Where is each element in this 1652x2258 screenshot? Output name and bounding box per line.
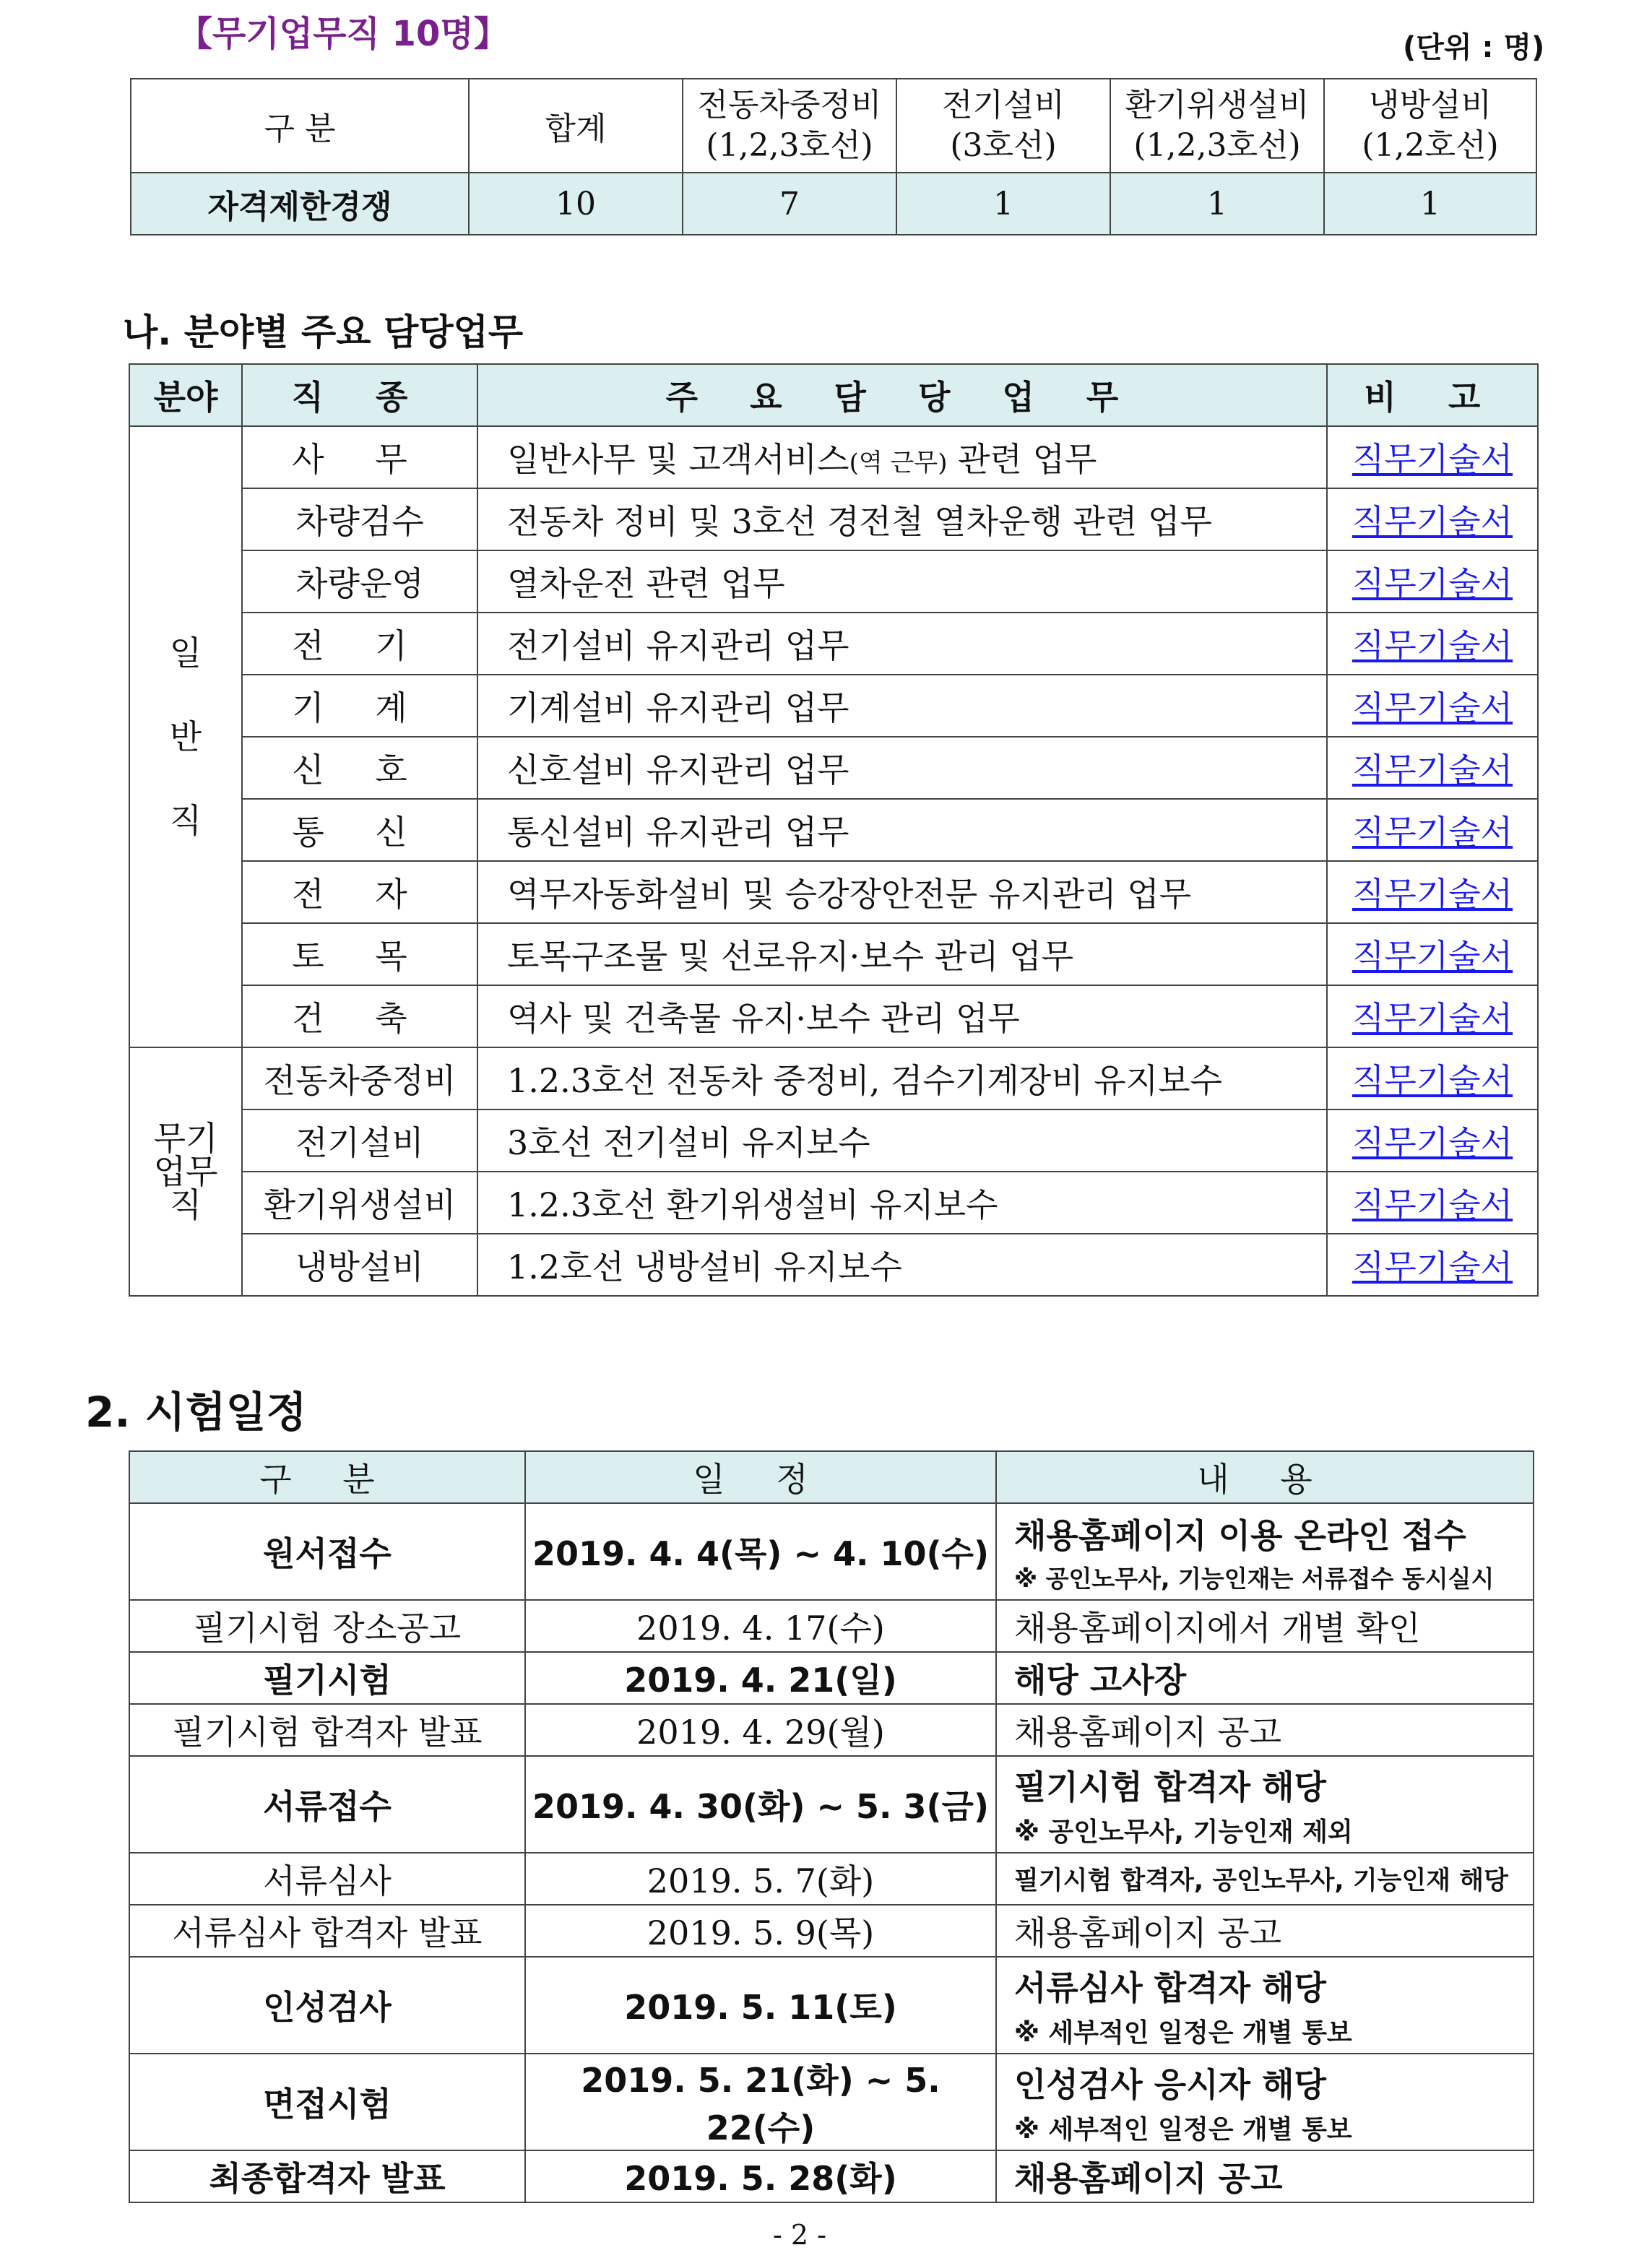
job-name: 차량운영: [242, 550, 477, 613]
schedule-table: [129, 1450, 1534, 2203]
schedule-content: [996, 1756, 1534, 1853]
unit-label: (단위 : 명): [1403, 31, 1545, 64]
cell-cooling: 1: [1324, 173, 1536, 235]
content-note: ※ 공인노무사, 기능인재 제외: [1014, 1817, 1353, 1847]
table-row: [129, 1503, 1534, 1600]
cell-ventilation: 1: [1110, 173, 1324, 235]
content-main: 채용홈페이지 이용 온라인 접수: [1014, 1515, 1466, 1555]
schedule-item: 서류접수: [129, 1756, 525, 1853]
remark-cell: [1327, 613, 1538, 675]
remark-cell: [1327, 1234, 1538, 1296]
duty-desc: 3호선 전기설비 유지보수: [477, 1109, 1327, 1172]
duty-desc: 1.2호선 냉방설비 유지보수: [477, 1234, 1327, 1296]
header-category: 구 분: [131, 79, 469, 173]
table-row: [129, 550, 1538, 613]
schedule-date: 2019. 5. 11(토): [525, 1957, 996, 2054]
job-description-link[interactable]: 직무기술서: [1352, 999, 1513, 1038]
duty-main: 일반사무 및 고객서비스: [507, 440, 849, 479]
header-emu-maintenance: 전동차중정비 (1,2,3호선): [683, 79, 896, 173]
table-row: [129, 2054, 1534, 2150]
schedule-content: 채용홈페이지 공고: [996, 2150, 1534, 2202]
duty-desc: 통신설비 유지관리 업무: [477, 799, 1327, 861]
table-row: [129, 1172, 1538, 1234]
schedule-date: 2019. 4. 17(수): [525, 1600, 996, 1652]
job-name: 전 자: [242, 861, 477, 923]
remark-cell: [1327, 861, 1538, 923]
duty-desc: 기계설비 유지관리 업무: [477, 675, 1327, 737]
duty-desc: 열차운전 관련 업무: [477, 550, 1327, 613]
job-name: 건 축: [242, 985, 477, 1047]
duty-desc: 전기설비 유지관리 업무: [477, 613, 1327, 675]
remark-cell: [1327, 923, 1538, 985]
job-description-link[interactable]: 직무기술서: [1352, 750, 1513, 790]
job-name: 토 목: [242, 923, 477, 985]
remark-cell: [1327, 426, 1538, 488]
duty-desc: 신호설비 유지관리 업무: [477, 737, 1327, 799]
headcount-table: [130, 78, 1537, 235]
job-name: 냉방설비: [242, 1234, 477, 1296]
job-description-link[interactable]: 직무기술서: [1352, 440, 1513, 479]
table-row: [129, 799, 1538, 861]
group-label-general: 일 반 직: [129, 426, 242, 1047]
job-description-link[interactable]: 직무기술서: [1352, 1061, 1513, 1100]
job-description-link[interactable]: 직무기술서: [1352, 1185, 1513, 1224]
table-row: [129, 2150, 1534, 2202]
job-description-link[interactable]: 직무기술서: [1352, 564, 1513, 603]
section-title-schedule: 2. 시험일정: [85, 1388, 307, 1437]
duty-desc: 전동차 정비 및 3호선 경전철 열차운행 관련 업무: [477, 488, 1327, 550]
content-note: ※ 세부적인 일정은 개별 통보: [1014, 2114, 1352, 2145]
table-row: [129, 985, 1538, 1047]
remark-cell: [1327, 737, 1538, 799]
job-description-link[interactable]: 직무기술서: [1352, 1123, 1513, 1162]
schedule-date: 2019. 4. 30(화) ~ 5. 3(금): [525, 1756, 996, 1853]
cell-total: 10: [469, 173, 683, 235]
job-name: 전 기: [242, 613, 477, 675]
cell-electrical: 1: [896, 173, 1110, 235]
job-description-link[interactable]: 직무기술서: [1352, 937, 1513, 976]
schedule-item: 면접시험: [129, 2054, 525, 2150]
table-row: [129, 1652, 1534, 1704]
duty-tail: 관련 업무: [947, 440, 1097, 479]
schedule-item: 인성검사: [129, 1957, 525, 2054]
table-row: [129, 426, 1538, 488]
duty-desc: 역무자동화설비 및 승강장안전문 유지관리 업무: [477, 861, 1327, 923]
schedule-content: 채용홈페이지 공고: [996, 1704, 1534, 1756]
remark-cell: [1327, 799, 1538, 861]
table-row: [129, 488, 1538, 550]
job-description-link[interactable]: 직무기술서: [1352, 875, 1513, 914]
job-name: 기 계: [242, 675, 477, 737]
remark-cell: [1327, 675, 1538, 737]
header-duty: 주 요 담 당 업 무: [477, 364, 1327, 426]
schedule-date: 2019. 5. 7(화): [525, 1853, 996, 1905]
row-label: 자격제한경쟁: [131, 173, 469, 235]
job-name: 사 무: [242, 426, 477, 488]
schedule-content: 채용홈페이지 공고: [996, 1905, 1534, 1957]
job-name: 전기설비: [242, 1109, 477, 1172]
schedule-content: [996, 1957, 1534, 2054]
header-job: 직 종: [242, 364, 477, 426]
table-row: [129, 613, 1538, 675]
duty-desc: 역사 및 건축물 유지·보수 관리 업무: [477, 985, 1327, 1047]
schedule-item: 필기시험 장소공고: [129, 1600, 525, 1652]
duty-desc: 토목구조물 및 선로유지·보수 관리 업무: [477, 923, 1327, 985]
table-row: [129, 1957, 1534, 2054]
remark-cell: [1327, 985, 1538, 1047]
duty-desc: 1.2.3호선 전동차 중정비, 검수기계장비 유지보수: [477, 1047, 1327, 1109]
content-note: ※ 공인노무사, 기능인재는 서류접수 동시실시: [1014, 1564, 1495, 1593]
header-remark: 비 고: [1327, 364, 1538, 426]
schedule-item: 서류심사 합격자 발표: [129, 1905, 525, 1957]
duty-desc: [477, 426, 1327, 488]
content-main: 서류심사 합격자 해당: [1014, 1968, 1326, 2007]
content-main: 필기시험 합격자 해당: [1014, 1767, 1326, 1807]
job-description-link[interactable]: 직무기술서: [1352, 626, 1513, 665]
job-name: 통 신: [242, 799, 477, 861]
table-row: [129, 861, 1538, 923]
job-description-link[interactable]: 직무기술서: [1352, 502, 1513, 541]
table-row: [129, 1704, 1534, 1756]
table-row: [129, 737, 1538, 799]
header-field: 분야: [129, 364, 242, 426]
duties-header-row: [129, 364, 1538, 426]
schedule-item: 서류심사: [129, 1853, 525, 1905]
header-content: 내 용: [996, 1451, 1534, 1503]
schedule-date: 2019. 5. 9(목): [525, 1905, 996, 1957]
headcount-data-row: [131, 173, 1536, 235]
table-row: [129, 1234, 1538, 1296]
schedule-content: [996, 2054, 1534, 2150]
schedule-item: 필기시험: [129, 1652, 525, 1704]
content-main: 인성검사 응시자 해당: [1014, 2064, 1326, 2104]
table-row: [129, 1600, 1534, 1652]
job-name: 환기위생설비: [242, 1172, 477, 1234]
job-name: 차량검수: [242, 488, 477, 550]
schedule-item: 최종합격자 발표: [129, 2150, 525, 2202]
remark-cell: [1327, 1109, 1538, 1172]
job-description-link[interactable]: 직무기술서: [1352, 688, 1513, 727]
remark-cell: [1327, 1047, 1538, 1109]
table-row: [129, 675, 1538, 737]
schedule-date: 2019. 4. 4(목) ~ 4. 10(수): [525, 1503, 996, 1600]
job-name: 신 호: [242, 737, 477, 799]
header-item: 구 분: [129, 1451, 525, 1503]
job-description-link[interactable]: 직무기술서: [1352, 1247, 1513, 1286]
remark-cell: [1327, 550, 1538, 613]
remark-cell: [1327, 488, 1538, 550]
table-row: [129, 923, 1538, 985]
schedule-item: 원서접수: [129, 1503, 525, 1600]
cell-emu: 7: [683, 173, 896, 235]
header-cooling: 냉방설비 (1,2호선): [1324, 79, 1536, 173]
table-row: [129, 1047, 1538, 1109]
table-row: [129, 1905, 1534, 1957]
duties-table: [129, 363, 1539, 1297]
table-row: [129, 1853, 1534, 1905]
schedule-content: [996, 1503, 1534, 1600]
table-row: [129, 1756, 1534, 1853]
schedule-date: 2019. 4. 21(일): [525, 1652, 996, 1704]
job-name: 전동차중정비: [242, 1047, 477, 1109]
duty-desc: 1.2.3호선 환기위생설비 유지보수: [477, 1172, 1327, 1234]
duty-small: (역 근무): [849, 449, 948, 477]
schedule-content: 채용홈페이지에서 개별 확인: [996, 1600, 1534, 1652]
group-label-mugi: 무기 업무 직: [129, 1047, 242, 1296]
headcount-header-row: [131, 79, 1536, 173]
section-title-mugi: 【무기업무직 10명】: [178, 14, 509, 54]
schedule-date: 2019. 5. 21(화) ~ 5. 22(수): [525, 2054, 996, 2150]
job-description-link[interactable]: 직무기술서: [1352, 813, 1513, 852]
header-electrical: 전기설비 (3호선): [896, 79, 1110, 173]
schedule-item: 필기시험 합격자 발표: [129, 1704, 525, 1756]
schedule-date: 2019. 5. 28(화): [525, 2150, 996, 2202]
remark-cell: [1327, 1172, 1538, 1234]
schedule-content: 해당 고사장: [996, 1652, 1534, 1704]
table-row: [129, 1109, 1538, 1172]
header-total: 합계: [469, 79, 683, 173]
schedule-header-row: [129, 1451, 1534, 1503]
header-ventilation: 환기위생설비 (1,2,3호선): [1110, 79, 1324, 173]
content-note: ※ 세부적인 일정은 개별 통보: [1014, 2017, 1352, 2048]
page-number: - 2 -: [773, 2219, 827, 2251]
section-title-duties: 나. 분야별 주요 담당업무: [123, 311, 524, 353]
header-date: 일 정: [525, 1451, 996, 1503]
schedule-content: 필기시험 합격자, 공인노무사, 기능인재 해당: [996, 1853, 1534, 1905]
schedule-date: 2019. 4. 29(월): [525, 1704, 996, 1756]
